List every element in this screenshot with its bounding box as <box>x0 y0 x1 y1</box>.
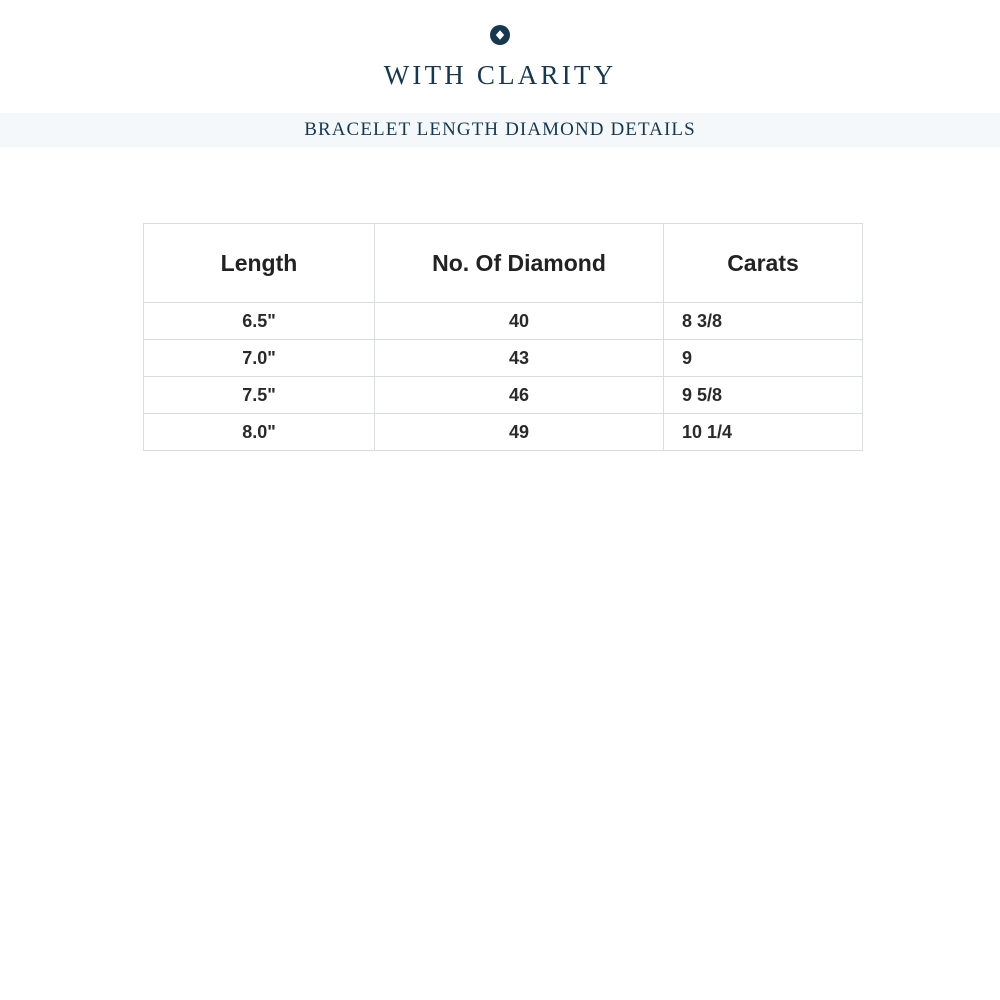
cell-carats: 9 <box>664 340 863 377</box>
cell-length: 7.0" <box>144 340 375 377</box>
table-header <box>144 224 863 303</box>
column-header-length: Length <box>144 224 375 303</box>
brand-header <box>0 0 1000 91</box>
table-body <box>144 303 863 451</box>
cell-diamonds: 40 <box>375 303 664 340</box>
table-row <box>144 377 863 414</box>
table-row <box>144 414 863 451</box>
table-row <box>144 303 863 340</box>
cell-carats: 9 5/8 <box>664 377 863 414</box>
cell-diamonds: 43 <box>375 340 664 377</box>
cell-length: 6.5" <box>144 303 375 340</box>
table-row <box>144 340 863 377</box>
cell-length: 8.0" <box>144 414 375 451</box>
cell-diamonds: 46 <box>375 377 664 414</box>
cell-carats: 8 3/8 <box>664 303 863 340</box>
bracelet-length-table <box>143 223 863 451</box>
table-header-row <box>144 224 863 303</box>
cell-carats: 10 1/4 <box>664 414 863 451</box>
title-band <box>0 113 1000 147</box>
cell-diamonds: 49 <box>375 414 664 451</box>
brand-name: WITH CLARITY <box>383 60 617 90</box>
cell-length: 7.5" <box>144 377 375 414</box>
column-header-carats: Carats <box>664 224 863 303</box>
diamond-logo-icon <box>489 24 511 46</box>
page-title: BRACELET LENGTH DIAMOND DETAILS <box>304 119 696 140</box>
spec-table-container <box>143 223 853 451</box>
column-header-diamonds: No. Of Diamond <box>375 224 664 303</box>
